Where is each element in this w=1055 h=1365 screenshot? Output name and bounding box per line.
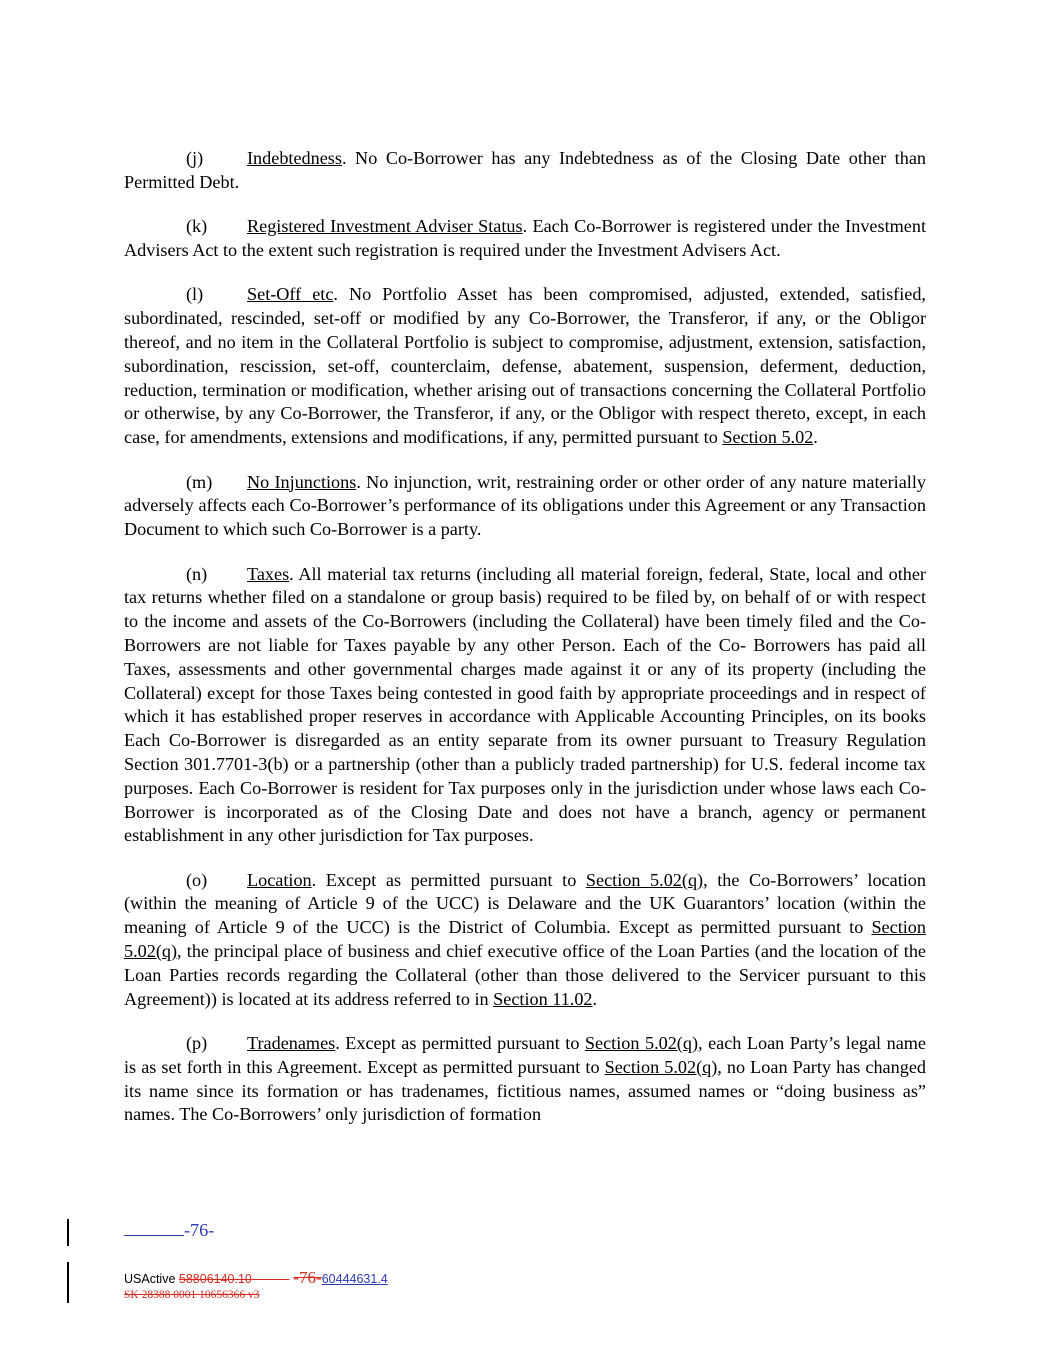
paragraph-heading: Set-Off etc	[247, 284, 334, 305]
paragraph	[124, 1032, 926, 1127]
footer-deleted-spacer	[252, 1272, 290, 1286]
change-bar-top	[67, 1219, 69, 1246]
footer-label: USActive	[124, 1272, 176, 1286]
paragraph	[124, 215, 926, 263]
paragraph-text: . No Co-Borrower has any Indebtedness as of the Closing Date other than Permitted Debt.	[124, 148, 926, 192]
insertion-underline	[124, 1221, 184, 1236]
paragraph-number: (l)	[186, 284, 204, 305]
section-reference: Section 5.02	[722, 427, 814, 448]
paragraph-text: . No injunction, writ, restraining order or other order of any nature materially adversely affects each Co-Borrower’s performance of its obligations under this Agreement or any Transaction Document to which such Co-Borrower is a party.	[124, 471, 926, 540]
paragraph	[124, 283, 926, 450]
footer-doc-id	[124, 1268, 388, 1288]
paragraph-number: (m)	[186, 471, 213, 492]
paragraph-text: , the principal place of business and chief executive office of the Loan Parties (and the location of the Loan Parties records regarding the Collateral (other than those delivered to the Servicer pursuant to this Agreement)) is located at its address referred to in	[124, 941, 926, 1009]
section-reference: Section 5.02(q)	[124, 917, 926, 962]
paragraph-text: .	[592, 988, 598, 1009]
section-reference: Section 5.02(q)	[585, 869, 704, 890]
paragraph-heading: Tradenames	[247, 1033, 336, 1054]
footer-deleted-id: 58806140.10	[178, 1272, 252, 1286]
paragraph-number: (n)	[186, 563, 208, 584]
section-reference: Section 5.02(q)	[584, 1033, 699, 1054]
paragraph-number: (o)	[186, 869, 208, 890]
paragraph-text: . Each Co-Borrower is registered under the Investment Advisers Act to the extent such registration is required under the Investment Advisers Act.	[124, 216, 926, 260]
paragraph	[124, 471, 926, 542]
page-number-row	[124, 1220, 214, 1241]
paragraph-text: . All material tax returns (including all material foreign, federal, State, local and other tax returns whether filed on a standalone or group basis) required to be filed by, on behalf of or with respect to the income and assets of the Co-Borrowers (including the Collateral) have been timely filed and the Co-Borrowers are not liable for Taxes payable by any other Person. Each of the Co- Borrowers has paid all Taxes, assessments and other governmental charges made against it or any of its property (including the Collateral) except for those Taxes being contested in good faith by appropriate proceedings and in respect of which it has established proper reserves in accordance with Applicable Accounting Principles, on its books Each Co-Borrower is disregarded as an entity separate from its owner pursuant to Treasury Regulation Section 301.7701-3(b) or a partnership (other than a publicly traded partnership) for U.S. federal income tax purposes. Each Co-Borrower is resident for Tax purposes only in the jurisdiction under whose laws each Co-Borrower is incorporated as of the Closing Date and does not have a branch, agency or permanent establishment in any other jurisdiction for Tax purposes.	[124, 563, 926, 846]
section-reference: Section 5.02(q)	[604, 1056, 718, 1077]
paragraph-heading: Indebtedness	[247, 148, 342, 168]
page-number: -76-	[184, 1220, 215, 1240]
paragraph-text: . Except as permitted pursuant to	[311, 869, 586, 890]
change-bar-bottom	[67, 1262, 69, 1303]
paragraph-heading: Location	[247, 869, 312, 890]
paragraph-text: , no Loan Party has changed its name since its formation or has tradenames, fictitious names, assumed names or “doing business as” names. The Co-Borrowers’ only jurisdiction of formation	[124, 1056, 926, 1125]
paragraph-text: , each Loan Party’s legal name is as set forth in this Agreement. Except as permitted pursuant to	[124, 1033, 927, 1077]
paragraph-text: . Except as permitted pursuant to	[335, 1033, 585, 1054]
paragraph-number: (k)	[186, 216, 208, 237]
paragraph	[124, 869, 926, 1012]
footer-deleted-page: -76-	[293, 1268, 322, 1287]
paragraph-number: (j)	[186, 148, 204, 168]
document-body	[124, 147, 926, 1148]
paragraph-text: .	[813, 427, 818, 448]
paragraph-number: (p)	[186, 1033, 208, 1054]
section-reference: Section 11.02	[493, 988, 593, 1009]
footer-deleted-line: SK 28388 0001 10656366 v3	[124, 1289, 260, 1301]
footer-inserted-id: 60444631.4	[321, 1272, 388, 1286]
paragraph-heading: Taxes	[247, 563, 290, 584]
paragraph-heading: No Injunctions	[247, 471, 357, 492]
paragraph	[124, 563, 926, 849]
paragraph-heading: Registered Investment Adviser Status	[247, 216, 523, 237]
paragraph-text: . No Portfolio Asset has been compromised, adjusted, extended, satisfied, subordinated, rescinded, set-off or modified by any Co-Borrower, the Transferor, if any, or the Obligor thereof, and no item in the Collateral Portfolio is subject to compromise, adjustment, extension, satisfaction, subordination, rescission, set-off, counterclaim, defense, abatement, suspension, deferment, deduction, reduction, termination or modification, whether arising out of transactions concerning the Collateral Portfolio or otherwise, by any Co-Borrower, the Transferor, if any, or the Obligor with respect thereto, except, in each case, for amendments, extensions and modifications, if any, permitted pursuant to	[124, 284, 926, 448]
paragraph-text: , the Co-Borrowers’ location (within the meaning of Article 9 of the UCC) is Delaware and the UK Guarantors’ location (within the meaning of Article 9 of the UCC) is the District of Columbia. Except as permitted pursuant to	[124, 869, 926, 938]
paragraph	[124, 147, 926, 195]
